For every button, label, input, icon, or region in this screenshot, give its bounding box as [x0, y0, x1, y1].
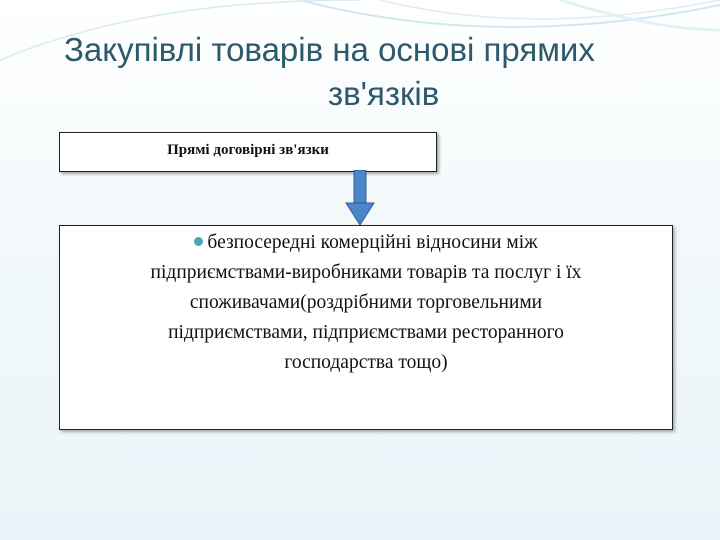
- down-arrow-icon: [345, 170, 375, 226]
- direct-links-label: Прямі договірні зв'язки: [167, 142, 329, 158]
- title-line-1: Закупівлі товарів на основі прямих: [64, 31, 595, 68]
- description-line: безпосередні комерційні відносини між: [60, 232, 672, 254]
- title-line-2: зв'язків: [328, 75, 440, 112]
- description-line: господарства тощо): [284, 352, 448, 373]
- direct-links-box: [59, 132, 437, 172]
- bullet-icon: [194, 237, 203, 246]
- description-line: підприємствами-виробниками товарів та послуг і їх: [150, 262, 582, 283]
- description-line: підприємствами, підприємствами ресторанного: [168, 322, 564, 343]
- description-box: [59, 225, 673, 430]
- description-line: споживачами(роздрібними торговельними: [189, 292, 543, 313]
